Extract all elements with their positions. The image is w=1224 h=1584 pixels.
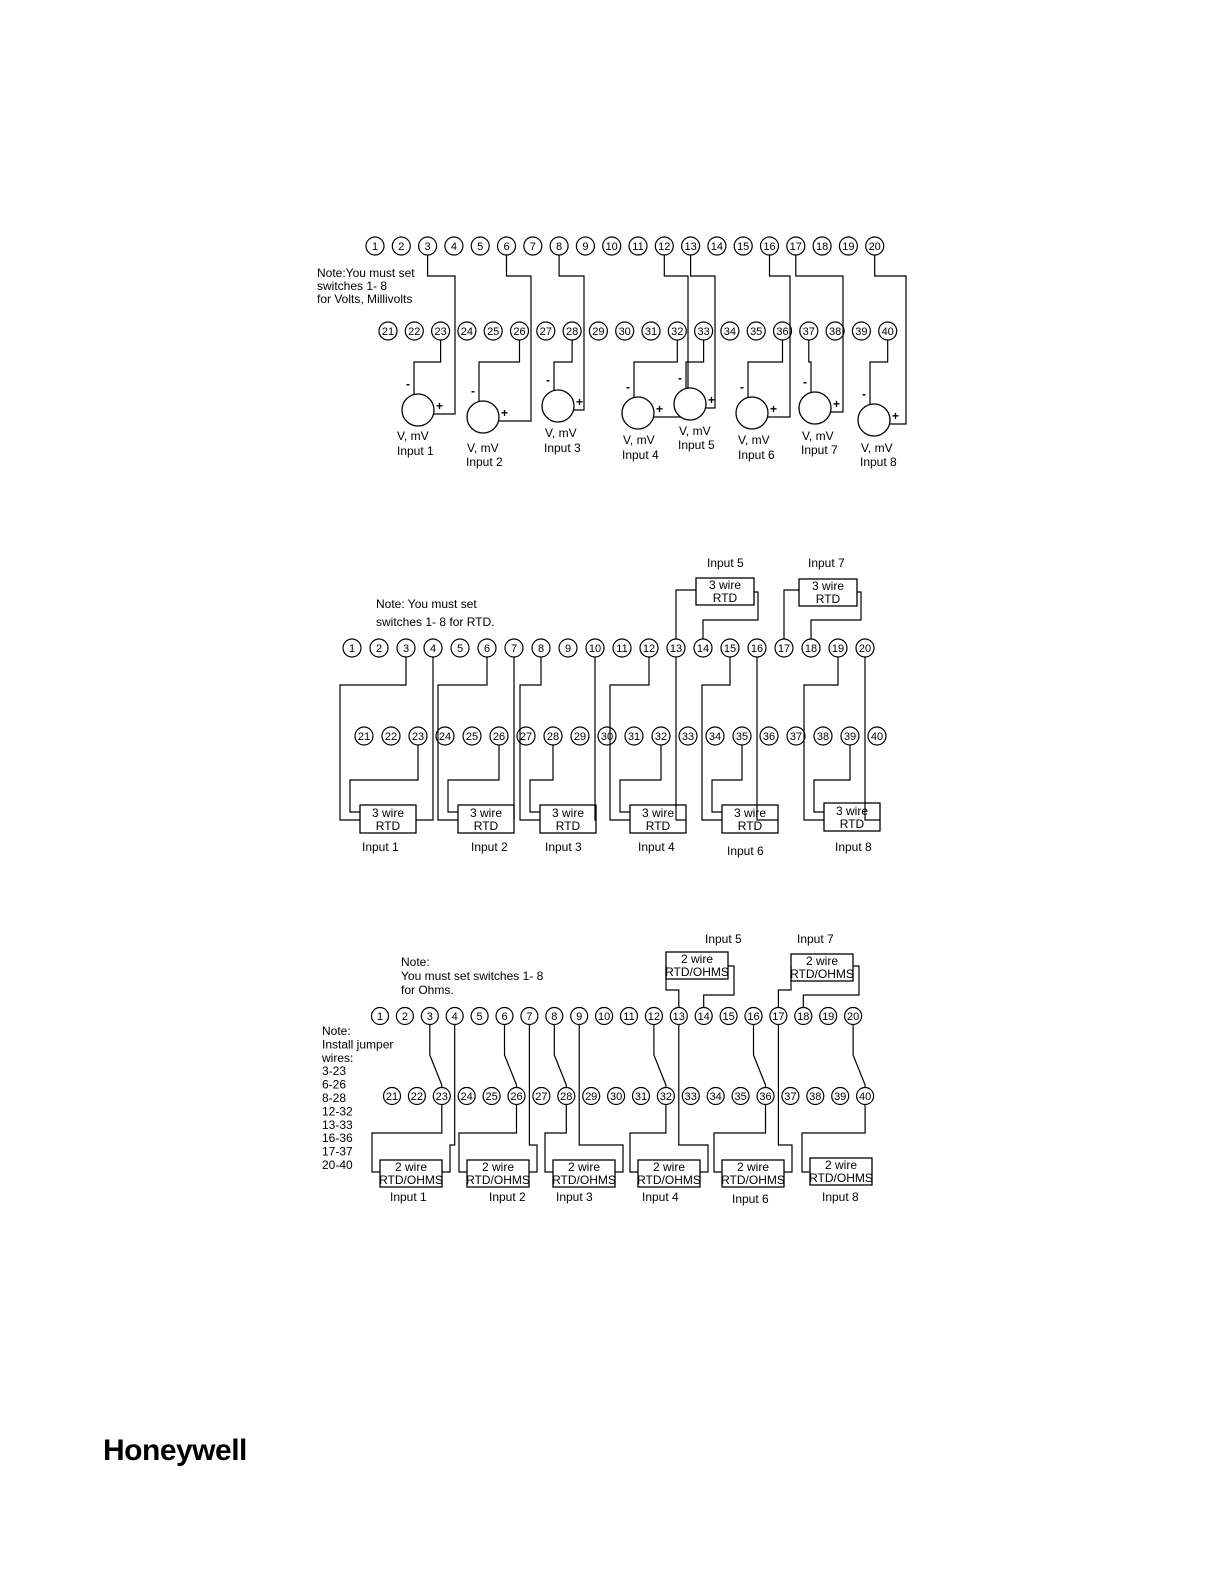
- p2-top-terminal-label-11: 11: [616, 643, 628, 655]
- p3-top-terminal-label-9: 9: [576, 1011, 583, 1023]
- p1-plus-sign: +: [576, 395, 584, 409]
- p1-top-terminal-label-15: 15: [737, 241, 750, 253]
- p3-box-line2: RTD/OHMS: [379, 1173, 443, 1187]
- p2-bot-terminal-label-39: 39: [843, 731, 857, 743]
- p1-bot-terminal-label-34: 34: [723, 326, 737, 338]
- p1-bot-terminal-label-35: 35: [750, 326, 763, 338]
- p1-voltage-source-1: [402, 394, 434, 426]
- p2-top-terminal-label-9: 9: [564, 643, 572, 655]
- p2-bot-terminal-label-34: 34: [708, 731, 722, 743]
- p1-top-terminal-label-11: 11: [632, 241, 644, 253]
- p2-bot-terminal-label-23: 23: [411, 731, 425, 743]
- p3-box-line1: 2 wire: [652, 1160, 686, 1174]
- p2-wire-b: [620, 745, 661, 812]
- p2-box-line1: 3 wire: [469, 806, 503, 820]
- p2-bot-terminal-label-37: 37: [789, 731, 803, 743]
- p1-top-terminal-label-19: 19: [842, 241, 855, 253]
- p1-negative-wire: [634, 340, 677, 397]
- p1-bot-terminal-label-36: 36: [776, 326, 789, 338]
- p1-top-terminal-label-10: 10: [605, 241, 618, 253]
- p3-jumper-note-line: wires:: [322, 1050, 354, 1065]
- p1-voltage-source-2: [467, 401, 499, 433]
- p3-bot-terminal-label-22: 22: [410, 1091, 424, 1103]
- p3-top-terminal-label-16: 16: [747, 1011, 760, 1023]
- p3-bot-terminal-label-39: 39: [834, 1091, 847, 1103]
- p2-bot-terminal-label-32: 32: [654, 731, 668, 743]
- p2-top-terminal-label-17: 17: [777, 643, 791, 655]
- p3-bot-terminal-label-36: 36: [759, 1091, 772, 1103]
- p2-box-line1: 3 wire: [551, 806, 585, 820]
- p1-source-label: V, mV: [397, 429, 429, 443]
- p3-top-terminal-label-11: 11: [623, 1011, 635, 1023]
- p2-bot-terminal-label-25: 25: [465, 731, 479, 743]
- p3-bot-terminal-label-34: 34: [709, 1091, 722, 1103]
- p2-top-terminal-label-20: 20: [858, 643, 872, 655]
- p3-bot-terminal-label-31: 31: [634, 1091, 648, 1103]
- p2-bot-terminal-label-27: 27: [519, 731, 533, 743]
- p3-bot-terminal-label-27: 27: [535, 1091, 548, 1103]
- p1-input-label-5: Input 5: [678, 438, 715, 452]
- p2-wire-b: [350, 745, 418, 812]
- p2-bot-terminal-label-40: 40: [870, 731, 884, 743]
- p3-bot-terminal-label-35: 35: [734, 1091, 747, 1103]
- p1-minus-sign: -: [740, 380, 744, 394]
- p2-top-terminal-label-12: 12: [642, 643, 656, 655]
- p1-bot-terminal-label-30: 30: [618, 326, 631, 338]
- p3-input-label-2: Input 2: [489, 1190, 526, 1204]
- p1-voltage-source-7: [799, 392, 831, 424]
- p2-top-terminal-label-2: 2: [375, 643, 383, 655]
- p3-jumper-note-line: 6-26: [322, 1077, 347, 1092]
- p2-wire-b: [814, 745, 850, 812]
- p1-bot-terminal-label-38: 38: [828, 326, 842, 338]
- honeywell-logo: Honeywell: [103, 1434, 247, 1467]
- p3-top-terminal-label-3: 3: [426, 1011, 433, 1023]
- p1-bot-terminal-label-26: 26: [513, 326, 526, 338]
- p1-input-label-1: Input 1: [397, 444, 434, 458]
- p2-box-line2: RTD: [737, 819, 763, 833]
- p1-minus-sign: -: [406, 377, 410, 391]
- p3-box-line2: RTD/OHMS: [637, 1173, 701, 1187]
- p3-jumper-wire: [853, 1024, 865, 1087]
- p2-top-terminal-label-1: 1: [348, 643, 356, 655]
- p2-input-label-1: Input 1: [362, 840, 399, 854]
- p1-input-label-8: Input 8: [860, 455, 897, 469]
- p2-box-line1: 3 wire: [835, 804, 869, 818]
- p2-top-terminal-label-18: 18: [804, 643, 818, 655]
- p3-bot-terminal-label-29: 29: [585, 1091, 598, 1103]
- p3-jumper-wire: [430, 1024, 442, 1087]
- p2-bot-terminal-label-31: 31: [627, 731, 641, 743]
- p2-bot-terminal-label-30: 30: [600, 731, 614, 743]
- p1-minus-sign: -: [803, 375, 807, 389]
- p2-bot-terminal-label-33: 33: [681, 731, 695, 743]
- p1-note-line: for Volts, Millivolts: [317, 292, 413, 306]
- p3-top-terminal-label-17: 17: [772, 1011, 785, 1023]
- p2-box-line2: RTD: [375, 819, 401, 833]
- p2-note-line: Note: You must set: [376, 597, 477, 611]
- p2-box-line1: 3 wire: [371, 806, 405, 820]
- p2-input-label-2: Input 2: [471, 840, 508, 854]
- p2-bot-terminal-label-24: 24: [438, 731, 452, 743]
- p1-bot-terminal-label-22: 22: [408, 326, 421, 338]
- p3-top-terminal-label-20: 20: [846, 1011, 860, 1023]
- p2-box-line2: RTD: [555, 819, 581, 833]
- p3-input-label-7: Input 7: [797, 932, 834, 946]
- p1-input-label-4: Input 4: [622, 448, 659, 462]
- p2-box-line1: 3 wire: [811, 579, 845, 593]
- p1-source-label: V, mV: [545, 426, 577, 440]
- p1-top-terminal-label-6: 6: [503, 241, 510, 253]
- p3-box-line2: RTD/OHMS: [809, 1171, 873, 1185]
- p3-top-terminal-label-19: 19: [822, 1011, 835, 1023]
- p3-top-terminal-label-18: 18: [797, 1011, 810, 1023]
- p2-wire-top-a: [784, 590, 799, 639]
- p3-jumper-wire: [654, 1024, 666, 1087]
- p1-negative-wire: [870, 340, 888, 404]
- p2-wire-b: [712, 745, 742, 812]
- p1-top-terminal-label-3: 3: [424, 241, 431, 253]
- p1-top-terminal-label-17: 17: [789, 241, 802, 253]
- p2-box-line2: RTD: [712, 591, 738, 605]
- p3-top-terminal-label-1: 1: [376, 1011, 384, 1023]
- p1-bot-terminal-label-29: 29: [592, 326, 605, 338]
- p1-source-label: V, mV: [623, 433, 655, 447]
- p3-top-terminal-label-7: 7: [526, 1011, 533, 1023]
- p1-source-label: V, mV: [679, 424, 711, 438]
- p2-top-terminal-label-7: 7: [510, 643, 518, 655]
- p3-bot-terminal-label-25: 25: [485, 1091, 498, 1103]
- p3-box-line2: RTD/OHMS: [721, 1173, 785, 1187]
- p2-wire-b: [530, 745, 553, 812]
- p1-voltage-source-6: [736, 397, 768, 429]
- p1-input-label-3: Input 3: [544, 441, 581, 455]
- p2-bot-terminal-label-21: 21: [357, 731, 371, 743]
- p1-negative-wire: [479, 340, 520, 401]
- p2-note-line: switches 1- 8 for RTD.: [376, 615, 495, 629]
- p3-bot-terminal-label-38: 38: [809, 1091, 822, 1103]
- p1-voltage-source-4: [622, 397, 654, 429]
- p1-top-terminal-label-14: 14: [710, 241, 724, 253]
- p3-note-line: Note:: [401, 955, 430, 969]
- p3-top-terminal-label-6: 6: [501, 1011, 508, 1023]
- p2-top-terminal-label-5: 5: [456, 643, 464, 655]
- p1-top-terminal-label-7: 7: [529, 241, 536, 253]
- p3-jumper-note-line: Note:: [322, 1024, 351, 1038]
- p1-top-terminal-label-9: 9: [582, 241, 589, 253]
- p2-bot-terminal-label-35: 35: [735, 731, 749, 743]
- p3-jumper-note-line: Install jumper: [322, 1037, 394, 1052]
- p2-box-line1: 3 wire: [733, 806, 767, 820]
- p3-bot-terminal-label-32: 32: [659, 1091, 673, 1103]
- p1-top-terminal-label-13: 13: [684, 241, 697, 253]
- p1-top-terminal-label-18: 18: [815, 241, 829, 253]
- p1-negative-wire: [414, 340, 441, 394]
- p1-bot-terminal-label-23: 23: [434, 326, 447, 338]
- p3-top-terminal-label-5: 5: [476, 1011, 483, 1023]
- p1-top-terminal-label-12: 12: [658, 241, 671, 253]
- p3-top-terminal-label-10: 10: [597, 1011, 611, 1023]
- p1-top-terminal-label-4: 4: [450, 241, 457, 253]
- p2-input-label-6: Input 6: [727, 844, 764, 858]
- p1-top-terminal-label-8: 8: [556, 241, 563, 253]
- p2-bot-terminal-label-26: 26: [492, 731, 506, 743]
- p3-bot-terminal-label-21: 21: [385, 1091, 399, 1103]
- p1-voltage-source-5: [674, 388, 706, 420]
- p3-box-line1: 2 wire: [481, 1160, 515, 1174]
- p1-negative-wire: [554, 340, 572, 390]
- p2-bot-terminal-label-38: 38: [816, 731, 830, 743]
- p3-input-label-3: Input 3: [556, 1190, 593, 1204]
- p3-input-label-1: Input 1: [390, 1190, 427, 1204]
- p2-input-label-8: Input 8: [835, 840, 872, 854]
- p3-jumper-note-line: 13-33: [322, 1117, 353, 1132]
- p1-top-terminal-label-20: 20: [868, 241, 881, 253]
- p1-source-label: V, mV: [861, 441, 893, 455]
- p3-jumper-note-line: 16-36: [322, 1131, 353, 1146]
- p2-box-line2: RTD: [645, 819, 671, 833]
- p3-box-line1: 2 wire: [736, 1160, 770, 1174]
- p2-bot-terminal-label-36: 36: [762, 731, 776, 743]
- p3-box-line2: RTD/OHMS: [665, 965, 729, 979]
- p2-bot-terminal-label-22: 22: [384, 731, 398, 743]
- p3-jumper-wire: [754, 1024, 766, 1087]
- p1-source-label: V, mV: [467, 441, 499, 455]
- p1-negative-wire: [748, 340, 783, 397]
- p2-top-terminal-label-6: 6: [483, 643, 491, 655]
- p3-top-terminal-label-4: 4: [451, 1011, 458, 1023]
- p3-box-line1: 2 wire: [680, 952, 714, 966]
- p2-top-terminal-label-10: 10: [588, 643, 602, 655]
- p3-jumper-note-line: 8-28: [322, 1091, 347, 1105]
- p1-plus-sign: +: [770, 402, 778, 416]
- p3-jumper-wire: [505, 1024, 517, 1087]
- p1-negative-wire: [809, 340, 811, 392]
- p3-jumper-note-line: 20-40: [322, 1158, 353, 1172]
- p3-box-line1: 2 wire: [394, 1160, 428, 1174]
- p2-wire-b: [448, 745, 499, 812]
- p2-top-terminal-label-4: 4: [429, 643, 437, 655]
- p3-bot-terminal-label-40: 40: [858, 1091, 872, 1103]
- p1-plus-sign: +: [436, 399, 444, 413]
- p3-note-line: for Ohms.: [401, 983, 454, 997]
- p3-jumper-note-line: 12-32: [322, 1104, 353, 1119]
- p3-jumper-wire: [554, 1024, 566, 1087]
- p3-top-terminal-label-8: 8: [551, 1011, 558, 1023]
- p1-minus-sign: -: [862, 387, 866, 401]
- p2-top-terminal-label-19: 19: [831, 643, 845, 655]
- p3-bot-terminal-label-33: 33: [684, 1091, 697, 1103]
- p2-box-line2: RTD: [815, 592, 841, 606]
- p1-input-label-2: Input 2: [466, 455, 503, 469]
- p1-top-terminal-label-2: 2: [398, 241, 405, 253]
- p2-input-label-4: Input 4: [638, 840, 675, 854]
- p1-bot-terminal-label-27: 27: [539, 326, 552, 338]
- p3-box-line2: RTD/OHMS: [790, 967, 854, 981]
- p1-voltage-source-8: [858, 404, 890, 436]
- p1-plus-sign: +: [833, 397, 841, 411]
- p1-plus-sign: +: [708, 393, 716, 407]
- p3-box-line2: RTD/OHMS: [466, 1173, 530, 1187]
- p1-bot-terminal-label-31: 31: [644, 326, 658, 338]
- p2-box-line2: RTD: [839, 817, 865, 831]
- p3-bot-terminal-label-24: 24: [460, 1091, 473, 1103]
- p2-box-line2: RTD: [473, 819, 499, 833]
- p1-note-line: Note:You must set: [317, 266, 415, 280]
- p1-minus-sign: -: [626, 380, 630, 394]
- p3-box-line1: 2 wire: [824, 1158, 858, 1172]
- p2-wire-c: [595, 657, 596, 820]
- p1-plus-sign: +: [501, 406, 509, 420]
- p2-input-label-7: Input 7: [808, 556, 845, 570]
- p3-box-line1: 2 wire: [567, 1160, 601, 1174]
- p1-negative-wire: [686, 340, 704, 388]
- p1-source-label: V, mV: [802, 429, 834, 443]
- p2-top-terminal-label-14: 14: [696, 643, 710, 655]
- p2-input-label-5: Input 5: [707, 556, 744, 570]
- p3-top-terminal-label-2: 2: [401, 1011, 408, 1023]
- p1-bot-terminal-label-33: 33: [697, 326, 710, 338]
- p1-top-terminal-label-1: 1: [371, 241, 379, 253]
- p3-top-terminal-label-15: 15: [722, 1011, 735, 1023]
- p1-top-terminal-label-5: 5: [477, 241, 484, 253]
- p3-jumper-note-line: 3-23: [322, 1064, 347, 1079]
- p3-top-terminal-label-12: 12: [647, 1011, 661, 1023]
- p1-voltage-source-3: [542, 390, 574, 422]
- p3-bot-terminal-label-26: 26: [510, 1091, 523, 1103]
- p2-box-line1: 3 wire: [708, 578, 742, 592]
- p2-top-terminal-label-8: 8: [537, 643, 545, 655]
- p1-minus-sign: -: [546, 373, 550, 387]
- p1-bot-terminal-label-40: 40: [881, 326, 894, 338]
- p1-input-label-6: Input 6: [738, 448, 775, 462]
- p1-bot-terminal-label-39: 39: [855, 326, 868, 338]
- p3-bot-terminal-label-28: 28: [560, 1091, 573, 1103]
- p1-bot-terminal-label-37: 37: [802, 326, 815, 338]
- p3-box-line1: 2 wire: [805, 954, 839, 968]
- p3-input-label-4: Input 4: [642, 1190, 679, 1204]
- p3-bot-terminal-label-30: 30: [609, 1091, 623, 1103]
- p3-top-terminal-label-14: 14: [697, 1011, 710, 1023]
- p1-input-label-7: Input 7: [801, 443, 838, 457]
- p1-top-terminal-label-16: 16: [763, 241, 776, 253]
- p3-jumper-note-line: 17-37: [322, 1144, 353, 1159]
- p3-input-label-8: Input 8: [822, 1190, 859, 1204]
- p3-bot-terminal-label-23: 23: [435, 1091, 448, 1103]
- p1-plus-sign: +: [892, 409, 900, 423]
- p2-top-terminal-label-13: 13: [669, 643, 683, 655]
- p1-bot-terminal-label-21: 21: [381, 326, 395, 338]
- p2-bot-terminal-label-28: 28: [546, 731, 560, 743]
- p3-wire-top-a: [778, 966, 791, 1008]
- p1-plus-sign: +: [656, 402, 664, 416]
- p2-top-terminal-label-16: 16: [750, 643, 764, 655]
- p1-source-label: V, mV: [738, 433, 770, 447]
- p3-note-line: You must set switches 1- 8: [401, 969, 544, 983]
- p3-bot-terminal-label-37: 37: [784, 1091, 797, 1103]
- p2-input-label-3: Input 3: [545, 840, 582, 854]
- p1-note-line: switches 1- 8: [317, 279, 388, 293]
- p1-bot-terminal-label-28: 28: [565, 326, 579, 338]
- p3-input-label-6: Input 6: [732, 1192, 769, 1206]
- p3-top-terminal-label-13: 13: [672, 1011, 685, 1023]
- p1-minus-sign: -: [471, 384, 475, 398]
- p2-bot-terminal-label-29: 29: [573, 731, 587, 743]
- p2-box-line1: 3 wire: [641, 806, 675, 820]
- p1-bot-terminal-label-32: 32: [671, 326, 684, 338]
- p2-wire-top-a: [676, 590, 696, 639]
- p2-top-terminal-label-3: 3: [402, 643, 410, 655]
- p3-box-line2: RTD/OHMS: [552, 1173, 616, 1187]
- p1-bot-terminal-label-24: 24: [460, 326, 474, 338]
- p1-bot-terminal-label-25: 25: [487, 326, 500, 338]
- p2-top-terminal-label-15: 15: [723, 643, 737, 655]
- p3-input-label-5: Input 5: [705, 932, 742, 946]
- p1-minus-sign: -: [678, 371, 682, 385]
